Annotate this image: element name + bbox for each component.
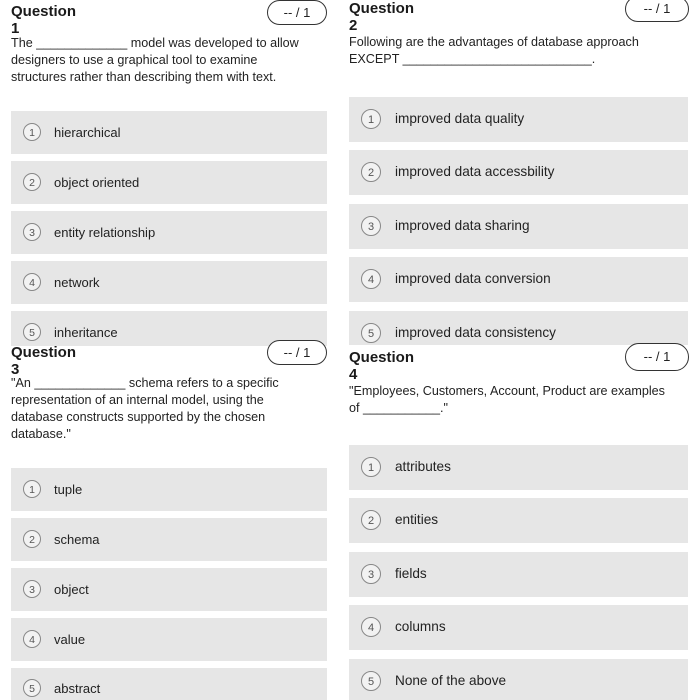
option-number-badge: 4 (361, 269, 381, 289)
option-3[interactable] (11, 211, 327, 254)
option-label: object oriented (54, 175, 140, 190)
option-number-badge: 5 (23, 679, 41, 697)
option-label: entity relationship (54, 225, 156, 240)
score-badge: -- / 1 (625, 343, 689, 371)
question-text: "Employees, Customers, Account, Product are examples of ___________." (349, 384, 665, 415)
option-2[interactable] (11, 518, 327, 561)
option-4[interactable] (11, 261, 327, 304)
option-label: None of the above (395, 673, 507, 688)
question-text: Following are the advantages of database approach EXCEPT ___________________________. (349, 35, 639, 66)
option-label: attributes (395, 459, 451, 474)
option-number-badge: 5 (361, 671, 381, 691)
option-number-badge: 3 (23, 580, 41, 598)
option-1[interactable] (11, 111, 327, 154)
option-4[interactable] (349, 605, 688, 650)
option-label: object (54, 582, 89, 597)
option-number-badge: 1 (23, 123, 41, 141)
option-number-badge: 4 (361, 617, 381, 637)
option-number-badge: 1 (361, 109, 381, 129)
option-5[interactable] (11, 668, 327, 700)
option-3[interactable] (11, 568, 327, 611)
score-badge: -- / 1 (267, 340, 327, 365)
option-2[interactable] (349, 498, 688, 543)
option-number-badge: 5 (23, 323, 41, 341)
question-title: Question 2 (349, 0, 415, 34)
option-number-badge: 3 (361, 564, 381, 584)
option-number-badge: 3 (23, 223, 41, 241)
option-label: hierarchical (54, 125, 121, 140)
option-5[interactable] (349, 659, 688, 700)
question-title: Question 1 (11, 3, 77, 37)
option-number-badge: 2 (361, 510, 381, 530)
option-number-badge: 2 (23, 173, 41, 191)
option-label: entities (395, 512, 439, 527)
option-number-badge: 1 (23, 480, 41, 498)
option-label: improved data accessbility (395, 164, 555, 179)
question-text: "An _____________ schema refers to a specific representation of an internal model, using the database constructs supported by the chosen database." (11, 376, 279, 441)
option-number-badge: 4 (23, 273, 41, 291)
option-label: fields (395, 566, 427, 581)
option-label: network (54, 275, 100, 290)
option-label: schema (54, 532, 100, 547)
option-number-badge: 4 (23, 630, 41, 648)
option-4[interactable] (349, 257, 688, 302)
question-text: The _____________ model was developed to allow designers to use a graphical tool to examine structures rather than describing them with text. (11, 36, 299, 84)
option-3[interactable] (349, 204, 688, 249)
option-number-badge: 1 (361, 457, 381, 477)
option-1[interactable] (349, 97, 688, 142)
option-2[interactable] (349, 150, 688, 195)
option-1[interactable] (11, 468, 327, 511)
option-4[interactable] (11, 618, 327, 661)
option-2[interactable] (11, 161, 327, 204)
option-5[interactable] (349, 311, 688, 345)
option-label: improved data quality (395, 111, 525, 126)
option-label: value (54, 632, 86, 647)
option-3[interactable] (349, 552, 688, 597)
option-label: improved data conversion (395, 271, 551, 286)
option-label: inheritance (54, 325, 118, 340)
option-1[interactable] (349, 445, 688, 490)
option-label: columns (395, 619, 446, 634)
option-number-badge: 2 (23, 530, 41, 548)
option-number-badge: 5 (361, 323, 381, 343)
option-label: abstract (54, 681, 101, 696)
option-label: improved data consistency (395, 325, 556, 340)
option-label: tuple (54, 482, 83, 497)
option-label: improved data sharing (395, 218, 530, 233)
option-number-badge: 3 (361, 216, 381, 236)
question-title: Question 3 (11, 344, 77, 378)
question-title: Question 4 (349, 349, 415, 383)
score-badge: -- / 1 (625, 0, 689, 22)
score-badge: -- / 1 (267, 0, 327, 25)
option-number-badge: 2 (361, 162, 381, 182)
